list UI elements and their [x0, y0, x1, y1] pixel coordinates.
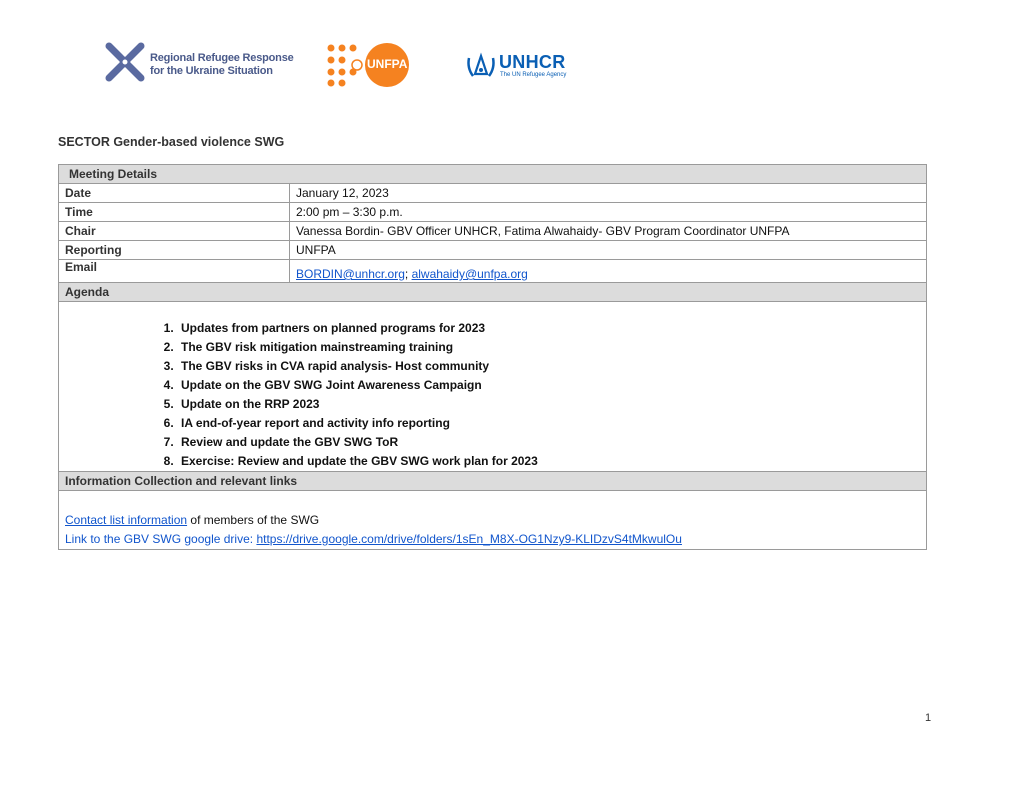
rrr-logo [105, 42, 295, 86]
unhcr-emblem-icon [465, 50, 497, 82]
unfpa-wordmark: UNFPA [367, 57, 408, 71]
agenda-list [65, 319, 920, 471]
list-item: 6. IA end-of-year report and activity info reporting [177, 414, 920, 433]
table-row [59, 260, 927, 283]
reporting-label: Reporting [59, 241, 290, 260]
list-item: 5. Update on the RRP 2023 [177, 395, 920, 414]
table-row [59, 241, 927, 260]
rrr-emblem-icon [105, 42, 145, 82]
meeting-details-header: Meeting Details [59, 165, 927, 184]
list-item: 8. Exercise: Review and update the GBV SWG work plan for 2023 [177, 452, 920, 471]
time-label: Time [59, 203, 290, 222]
unfpa-logo [325, 40, 415, 88]
contact-line [65, 511, 920, 530]
email-separator: ; [404, 267, 409, 281]
rrr-logo-text [150, 52, 294, 78]
meeting-table [58, 164, 927, 550]
email-value [290, 260, 927, 283]
list-item: 3. The GBV risks in CVA rapid analysis- Host community [177, 357, 920, 376]
info-cell [59, 491, 927, 550]
date-label: Date [59, 184, 290, 203]
list-item: 7. Review and update the GBV SWG ToR [177, 433, 920, 452]
table-row [59, 222, 927, 241]
agenda-header-row [59, 283, 927, 302]
contact-line-text: of members of the SWG [187, 513, 320, 527]
table-row [59, 203, 927, 222]
unhcr-logo [465, 50, 585, 86]
email-link-unhcr[interactable]: BORDIN@unhcr.org [296, 267, 405, 281]
unhcr-wordmark: UNHCR [499, 52, 566, 72]
info-header: Information Collection and relevant links [59, 472, 927, 491]
info-body-row [59, 491, 927, 550]
unhcr-subtitle: The UN Refugee Agency [500, 72, 567, 78]
email-link-unfpa[interactable]: alwahaidy@unfpa.org [411, 267, 528, 281]
email-label: Email [59, 260, 290, 283]
time-value: 2:00 pm – 3:30 p.m. [290, 203, 927, 222]
rrr-line-2: for the Ukraine Situation [150, 65, 273, 77]
contact-list-link[interactable]: Contact list information [65, 513, 188, 527]
page-number: 1 [925, 712, 932, 724]
date-value: January 12, 2023 [290, 184, 927, 203]
agenda-header: Agenda [59, 283, 927, 302]
sector-title: SECTOR Gender-based violence SWG [58, 135, 285, 149]
drive-url-link[interactable]: https://drive.google.com/drive/folders/1sEn_M8X-OG1Nzy9-KLIDzvS4tMkwulOu [256, 532, 682, 546]
meeting-details-header-row [59, 165, 927, 184]
agenda-cell [59, 302, 927, 472]
list-item: 2. The GBV risk mitigation mainstreaming training [177, 338, 920, 357]
drive-line [65, 530, 920, 549]
drive-line-prefix: Link to the GBV SWG google drive: [65, 532, 257, 546]
chair-label: Chair [59, 222, 290, 241]
list-item: 4. Update on the GBV SWG Joint Awareness Campaign [177, 376, 920, 395]
reporting-value: UNFPA [290, 241, 927, 260]
rrr-line-1: Regional Refugee Response [150, 52, 294, 64]
agenda-body-row [59, 302, 927, 472]
info-header-row [59, 472, 927, 491]
table-row [59, 184, 927, 203]
list-item: 1. Updates from partners on planned programs for 2023 [177, 319, 920, 338]
chair-value: Vanessa Bordin- GBV Officer UNHCR, Fatima Alwahaidy- GBV Program Coordinator UNFPA [290, 222, 927, 241]
